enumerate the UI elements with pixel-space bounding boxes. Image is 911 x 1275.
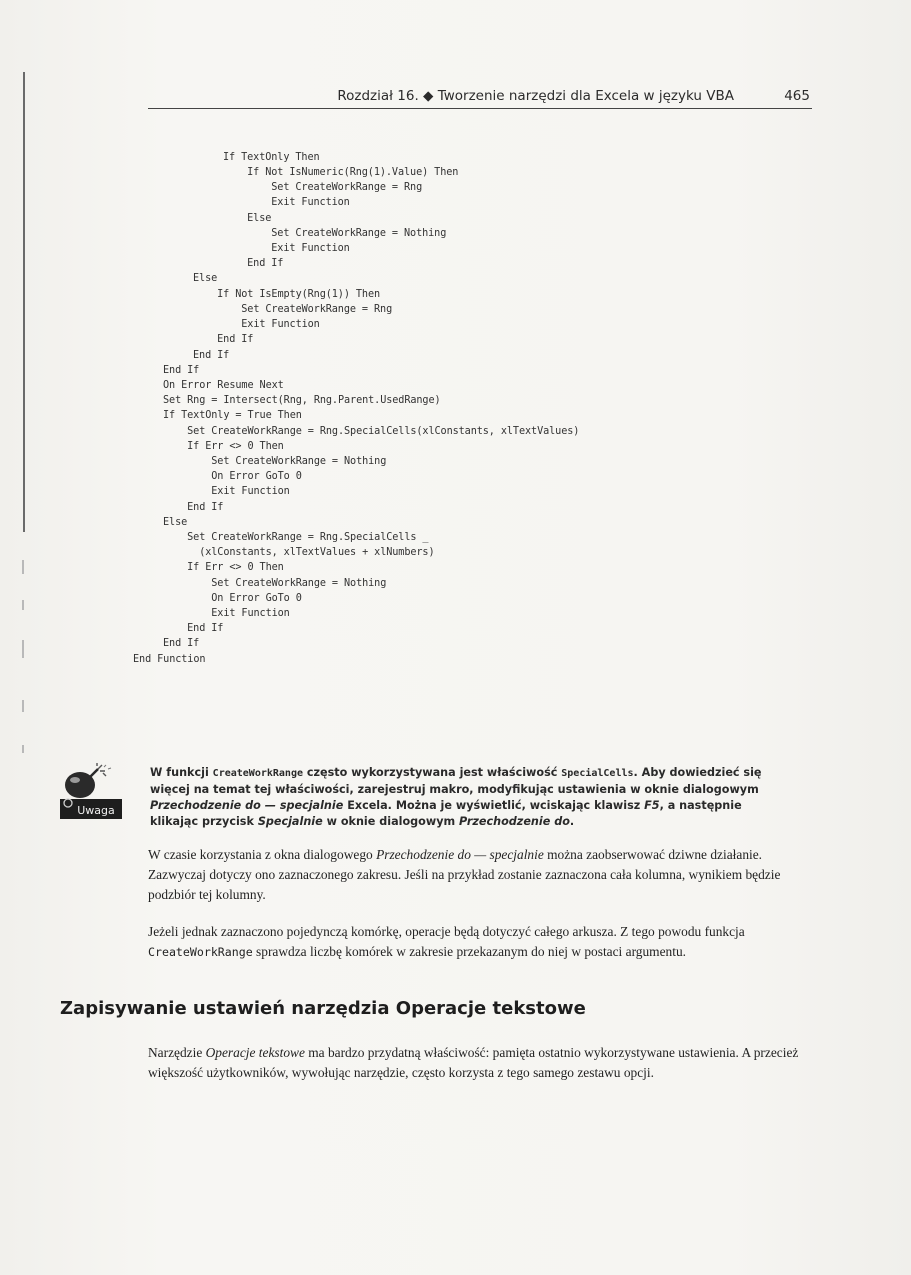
code-line: If TextOnly = True Then [163, 410, 302, 421]
note-code-term: SpecialCells [561, 768, 634, 779]
code-line: End If [163, 638, 200, 649]
code-line: Exit Function [163, 608, 290, 619]
header-title: Rozdział 16. ◆ Tworzenie narzędzi dla Excela w języku VBA [337, 88, 734, 104]
code-line: Else [223, 213, 272, 224]
note-text-part: . Aby dowiedzieć się więcej na temat tej właściwości, zarejestruj makro, modyfikując ustawienia w oknie dialogowym [150, 766, 762, 796]
code-line: Else [193, 273, 218, 284]
code-line: End If [163, 365, 200, 376]
note-italic-term: Przechodzenie do [459, 815, 570, 828]
margin-binding-line [23, 72, 25, 532]
code-line: Set CreateWorkRange = Rng.SpecialCells _ [163, 532, 429, 543]
code-line: End If [163, 502, 224, 513]
code-line: On Error GoTo 0 [163, 471, 302, 482]
paragraph-text: ma bardzo przydatną właściwość: pamięta ostatnio wykorzystywane ustawienia. A przecież większość użytkowników, wywołując narzędzie, często korzysta z tego samego zestawu opcji. [148, 1045, 799, 1080]
note-italic-term: Specjalnie [257, 815, 323, 828]
paragraph-3 [148, 1043, 810, 1083]
header-rule [148, 108, 812, 109]
code-line: End If [193, 334, 254, 345]
code-line: Set CreateWorkRange = Rng.SpecialCells(xlConstants, xlTextValues) [163, 426, 580, 437]
code-line: Exit Function [163, 486, 290, 497]
page-number: 465 [784, 88, 810, 104]
note-text-part: Excela. Można je wyświetlić, wciskając klawisz [343, 799, 645, 812]
code-line: If Not IsNumeric(Rng(1).Value) Then [223, 167, 459, 178]
running-header [148, 86, 812, 108]
note-text [150, 765, 780, 830]
code-line: On Error Resume Next [163, 380, 284, 391]
code-line: End If [163, 623, 224, 634]
paragraph-text: można zaobserwować dziwne działanie. Zazwyczaj dotyczy ono zaznaczonego zakresu. Jeśli na przykład zostanie zaznaczona cała kolumna, wynikiem będzie podzbiór tej kolumny. [148, 847, 781, 902]
section-heading: Zapisywanie ustawień narzędzia Operacje tekstowe [60, 998, 586, 1019]
code-line: Else [163, 517, 188, 528]
note-text-part: . [569, 815, 575, 828]
code-line: If Not IsEmpty(Rng(1)) Then [193, 289, 381, 300]
note-text-part: W funkcji [150, 766, 213, 779]
code-line: End If [193, 350, 230, 361]
code-line: Set CreateWorkRange = Rng [223, 182, 423, 193]
code-line: Exit Function [223, 243, 350, 254]
note-italic-term: Przechodzenie do — specjalnie [150, 799, 344, 812]
code-line: Set CreateWorkRange = Nothing [223, 228, 447, 239]
code-line: Set CreateWorkRange = Nothing [163, 578, 387, 589]
note-bomb-icon [60, 763, 122, 821]
code-line: Set CreateWorkRange = Rng [193, 304, 393, 315]
paragraph-text: Narzędzie [148, 1045, 206, 1060]
note-icon [60, 763, 122, 821]
code-line: Set CreateWorkRange = Nothing [163, 456, 387, 467]
code-line: If TextOnly Then [223, 152, 320, 163]
note-italic-term: F5 [644, 799, 660, 812]
paragraph-1 [148, 845, 810, 905]
code-line: On Error GoTo 0 [163, 593, 302, 604]
note-badge-label: Uwaga [77, 804, 115, 817]
note-code-term: CreateWorkRange [212, 768, 303, 779]
note-text-part: , a następnie klikając przycisk [150, 799, 742, 828]
note-text-part: w oknie dialogowym [322, 815, 460, 828]
code-line: Exit Function [193, 319, 320, 330]
code-line: End Function [133, 654, 206, 665]
paragraph-italic-term: Operacje tekstowe [205, 1045, 305, 1060]
paragraph-italic-term: Przechodzenie do — specjalnie [376, 847, 544, 862]
paragraph-2 [148, 922, 810, 962]
code-line: If Err <> 0 Then [163, 441, 284, 452]
paragraph-code-term: CreateWorkRange [148, 945, 253, 959]
code-line: Exit Function [223, 197, 350, 208]
code-line: Set Rng = Intersect(Rng, Rng.Parent.UsedRange) [163, 395, 441, 406]
paragraph-text: sprawdza liczbę komórek w zakresie przekazanym do niej w postaci argumentu. [252, 944, 686, 959]
code-line: If Err <> 0 Then [163, 562, 284, 573]
code-line: End If [223, 258, 284, 269]
paragraph-text: W czasie korzystania z okna dialogowego [148, 847, 377, 862]
code-line: (xlConstants, xlTextValues + xlNumbers) [163, 547, 435, 558]
note-text-part: często wykorzystywana jest właściwość [302, 766, 562, 779]
paragraph-text: Jeżeli jednak zaznaczono pojedynczą komórkę, operacje będą dotyczyć całego arkusza. Z tego powodu funkcja [148, 924, 745, 939]
